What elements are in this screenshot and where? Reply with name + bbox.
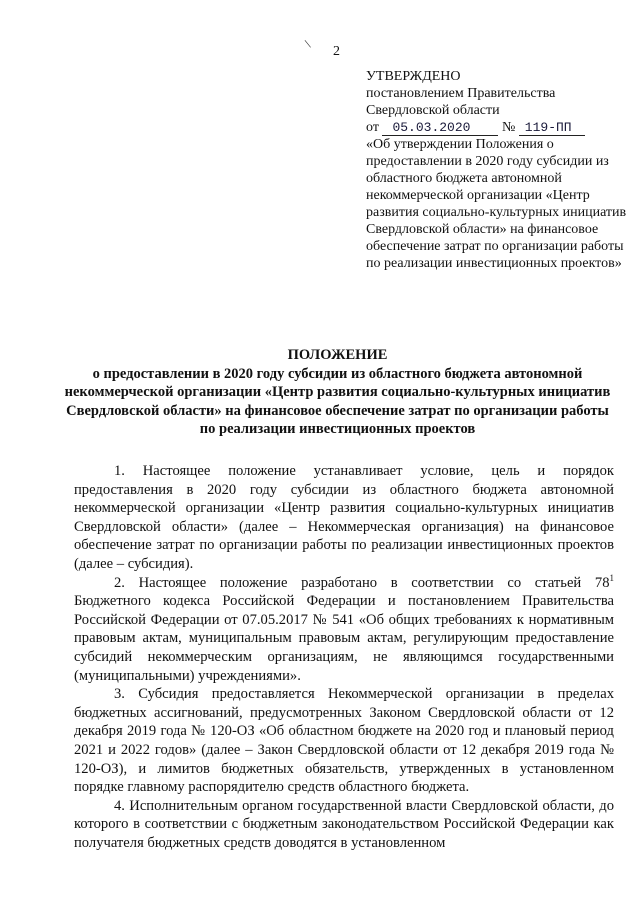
paragraph-2: 2. Настоящее положение разработано в соответствии со статьей $78^1$ Бюджетного кодекса Российской Федерации и постановлением Правительства Российской Федерации от 07.05.2017 № 541 «Об общих требованиях к нормативным правовым актам, муниципальным правовым актам, регулирующим предоставление субсидий некоммерческим организациям, не являющимся государственными (муниципальными) учреждениями». — [74, 572, 614, 684]
title-subtitle: о предоставлении в 2020 году субсидии из областного бюджета автономной некоммерческой организации «Центр развития социально-культурных инициатив Свердловской области» на финансовое обеспечение затрат по организации работы по реализации инвестиционных проектов — [64, 365, 611, 437]
number-prefix: № — [501, 120, 516, 135]
footnote-sup: 1 — [609, 572, 614, 583]
document-body — [74, 462, 614, 852]
title-heading: ПОЛОЖЕНИЕ — [287, 347, 388, 363]
approval-heading: УТВЕРЖДЕНО — [366, 69, 461, 84]
approval-title: «Об утверждении Положения о предоставлении в 2020 году субсидии из областного бюджета автономной некоммерческой организации «Центр развития социально-культурных инициатив Свердловской области» на финансовое обеспечение затрат по организации работы по реализации инвестиционных проектов» — [366, 137, 627, 271]
paragraph-3: 3. Субсидия предоставляется Некоммерческой организации в пределах бюджетных ассигнований, предусмотренных Законом Свердловской области от 12 декабря 2019 года № 120-ОЗ «Об областном бюджете на 2020 год и плановый период 2021 и 2022 годов» (далее – Закон Свердловской области от 12 декабря 2019 года № 120-ОЗ), и лимитов бюджетных обязательств, утвержденных в установленном порядке главному распорядителю средств областного бюджета. — [74, 686, 614, 796]
page-number: 2 — [333, 44, 340, 59]
date-prefix: от — [366, 120, 379, 135]
approval-line-1: постановлением Правительства — [366, 86, 556, 101]
approval-date: 05.03.2020 — [392, 120, 471, 135]
paragraph-4: 4. Исполнительным органом государственной власти Свердловской области, до которого в соответствии с бюджетным законодательством Российской Федерации как получателя бюджетных средств доводятся в установленном — [74, 797, 614, 851]
approval-number: 119-ПП — [524, 120, 572, 135]
approval-date-line — [366, 119, 628, 136]
approval-block — [366, 68, 628, 272]
document-title — [60, 346, 615, 439]
approval-line-2: Свердловской области — [366, 103, 500, 118]
handwritten-mark: \ — [303, 35, 312, 52]
paragraph-1: 1. Настоящее положение устанавливает условие, цель и порядок предоставления в 2020 году субсидии из областного бюджета автономной некоммерческой организации «Центр развития социально-культурных инициатив Свердловской области» (далее – Некоммерческая организация) на финансовое обеспечение затрат по организации работы по реализации инвестиционных проектов (далее – субсидия). — [74, 463, 614, 572]
